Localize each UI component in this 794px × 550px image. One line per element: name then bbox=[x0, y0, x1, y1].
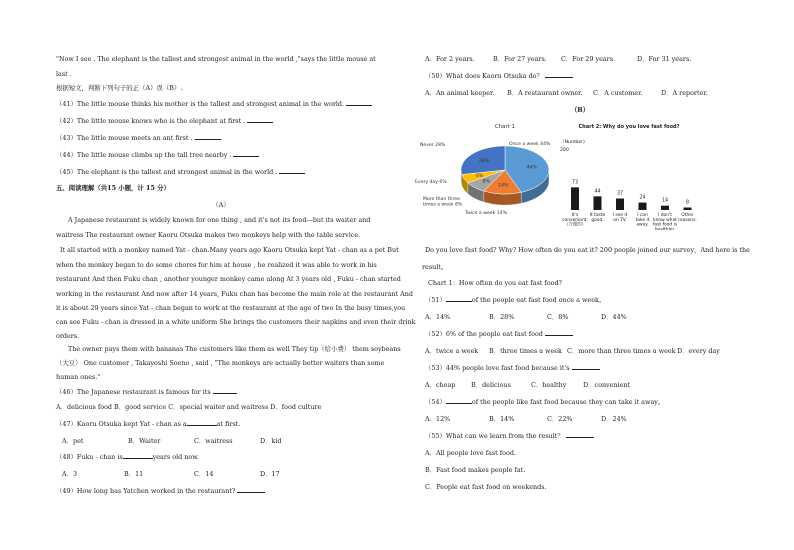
chart-2-bar bbox=[557, 118, 722, 230]
question-55-option-a: A．All people love fast food. bbox=[425, 449, 516, 457]
bar-category-label: I see it on TV. bbox=[612, 213, 628, 223]
option-c: C．For 29 years. bbox=[561, 55, 616, 63]
bar-category-label: It taste good. bbox=[589, 213, 606, 223]
question-52: （52）6% of the people eat fast food bbox=[425, 330, 573, 338]
option-a: A．14% bbox=[425, 313, 451, 321]
option-d: D．kid bbox=[260, 437, 282, 445]
section-5-heading: 五、阅读理解（共15 小题，计 15 分） bbox=[56, 184, 170, 192]
question-47: （47）Kaoru Otsuka kept Yat - chan as a at first. bbox=[56, 420, 241, 428]
question-46: （46）The Japanese restaurant is famous for its bbox=[56, 388, 237, 396]
option-c: C．waitress bbox=[194, 437, 233, 445]
pie-slice-label: 8% bbox=[482, 179, 490, 185]
question-51: （51） of the people eat fast food once a week。 bbox=[425, 296, 606, 304]
pie-callout: More than three times a week 8% bbox=[423, 197, 463, 208]
option-d: D．every day bbox=[677, 347, 720, 355]
option-a: A．12% bbox=[425, 415, 451, 423]
passage-line: when the monkey began to do some chores for him at house , he realized it was able to work in his bbox=[56, 261, 377, 269]
y-axis-label: （Number) bbox=[560, 140, 585, 145]
option-d: D．44% bbox=[601, 313, 627, 321]
pie-callout: Twice a week 14% bbox=[465, 211, 507, 216]
intro-line-1: Do you love fast food? Why? How often do you eat it? 200 people joined our survey，And here is the bbox=[425, 246, 750, 254]
chart-1-pie bbox=[412, 118, 574, 228]
pie-callout: Every day 6% bbox=[415, 180, 447, 185]
question-55-option-c: C．People eat fast food on weekends. bbox=[425, 483, 547, 491]
bar-category-label: It's convenient.（方便的） bbox=[562, 213, 588, 228]
passage-line: human ones." bbox=[56, 373, 101, 381]
option-d: D．For 31 years. bbox=[637, 55, 692, 63]
bar bbox=[684, 208, 692, 210]
chart-1-title: Chart 1 bbox=[494, 124, 516, 130]
question-55: （55）What can we learn from the result？ bbox=[425, 432, 594, 440]
y-axis-max-label: 200 bbox=[560, 148, 569, 153]
question-41: （41）The little mouse thinks his mother is the tallest and strongest animal in the world. bbox=[56, 100, 372, 108]
pie-slice-label: 14% bbox=[498, 183, 509, 189]
option-b: B．14% bbox=[489, 415, 515, 423]
option-b: B．A restaurant owner. bbox=[507, 89, 583, 97]
option-b: B．For 27 years. bbox=[493, 55, 547, 63]
question-43: （43）The little mouse meets an ant first . bbox=[56, 134, 221, 142]
question-42: （42）The little mouse knows who is the elephant at first . bbox=[56, 117, 273, 125]
quote-line-1: "Now I see . The elephant is the tallest and strongest animal in the world ,"says the little mouse at bbox=[56, 55, 376, 63]
option-a: A．cheap bbox=[425, 381, 456, 389]
bar-category-label: I can take it away. bbox=[635, 213, 650, 228]
passage-a-label: （A） bbox=[212, 201, 230, 209]
pie-slice-label: 28% bbox=[478, 159, 490, 165]
tf-instruction: 根据短文，判断下列句子的正（A）误（B）. bbox=[56, 84, 183, 92]
passage-b-label: （B） bbox=[570, 106, 590, 114]
bar bbox=[616, 199, 624, 210]
question-45: （45）The elephant is the tallest and strongest animal in the world . bbox=[56, 168, 305, 176]
passage-line: waitress The restaurant owner Kaoru Otsuka makes two monkeys help with the table service. bbox=[56, 231, 361, 239]
question-55-option-b: B．Fast food makes people fat. bbox=[425, 466, 526, 474]
passage-line: （大豆） One customer , Takayoshi Soeno , said , "The monkeys are actually better waiters than some bbox=[56, 359, 385, 367]
passage-line: orders. bbox=[56, 332, 80, 340]
pie-slice-label: 44% bbox=[526, 165, 537, 171]
chart-1-caption: Chart 1：How often do you eat fast food? bbox=[428, 279, 562, 287]
bar-value-label: 24 bbox=[639, 195, 646, 201]
question-53: （53）44% people love fast food because it's bbox=[425, 364, 600, 372]
intro-line-2: result。 bbox=[422, 263, 448, 271]
option-a: A．An animal keeper. bbox=[425, 89, 495, 97]
option-c: C．22% bbox=[547, 415, 573, 423]
bar-value-label: 73 bbox=[571, 180, 579, 186]
bar bbox=[594, 196, 602, 210]
chart-2-title: Chart 2: Why do you love fast food? bbox=[578, 124, 680, 130]
option-b: B．delicious bbox=[471, 381, 511, 389]
quote-line-2: last . bbox=[56, 70, 72, 78]
option-d: D．24% bbox=[601, 415, 627, 423]
pie-callout: Once a week 44% bbox=[509, 142, 551, 147]
passage-line: The owner pays them with bananas The customers like them as well They tip（给小费） them soybeans bbox=[68, 345, 401, 353]
option-a: A．For 2 years. bbox=[425, 55, 475, 63]
option-b: B．28% bbox=[489, 313, 515, 321]
bar-value-label: 44 bbox=[594, 189, 601, 195]
question-44: （44）The little mouse climbs up the tall tree nearby . bbox=[56, 151, 259, 159]
pie-callout: Never 28% bbox=[420, 143, 446, 148]
option-c: C．more than three times a week bbox=[567, 347, 676, 355]
pie-slice-label: 6% bbox=[475, 173, 484, 179]
question-50: （50）What does Kaoru Otsuka do？ bbox=[425, 72, 573, 80]
option-b: B．three times a week bbox=[489, 347, 562, 355]
passage-line: can see Fuku - chan is dressed in a white uniform She brings the customers their napkins and even their drink bbox=[56, 318, 416, 326]
question-48: （48）Fuku - chan is years old now. bbox=[56, 453, 199, 461]
bar-category-label: Other reasons. bbox=[678, 213, 697, 223]
bar bbox=[571, 187, 579, 210]
option-b: B．11 bbox=[124, 470, 144, 478]
option-b: B．Waiter bbox=[128, 437, 161, 445]
bar-category-label: I don't know what fast food is healthier. bbox=[652, 213, 678, 230]
bar-value-label: 8 bbox=[685, 200, 690, 206]
passage-line: working in the restaurant And now after 14 years, Fuku chan has become the main role at the restaurant And bbox=[56, 290, 413, 298]
bar bbox=[639, 203, 647, 210]
passage-line: A Japanese restaurant is widely known for one thing , and it's not its food—but its waiter and bbox=[68, 216, 371, 224]
bar bbox=[661, 206, 669, 210]
option-a: A．pet bbox=[62, 437, 84, 445]
option-c: C．14 bbox=[194, 470, 214, 478]
option-a: A．3 bbox=[62, 470, 78, 478]
option-d: D．17 bbox=[260, 470, 280, 478]
option-c: C．healthy bbox=[531, 381, 567, 389]
bar-value-label: 14 bbox=[661, 198, 669, 204]
option-d: D．A reporter. bbox=[661, 89, 708, 97]
passage-line: It all started with a monkey named Yat - chan.Many years ago Kaoru Otsuka kept Yat - chan as a pet But bbox=[60, 246, 399, 254]
option-d: D．convenient bbox=[583, 381, 631, 389]
option-c: C．8% bbox=[547, 313, 569, 321]
option-c: C．A customer. bbox=[593, 89, 643, 97]
passage-line: it is about 29 years since Yat - chan began to work at the restaurant at the age of two In the busy times,you bbox=[56, 304, 406, 312]
passage-line: restaurant And then Fuku chan , another younger monkey came along At 3 years old , Fuku - chan started bbox=[56, 275, 401, 283]
bar-value-label: 37 bbox=[616, 191, 624, 197]
question-46-options: A．delicious food B．good service C．special waiter and waitress D．food culture bbox=[56, 403, 322, 411]
question-49: （49）How long has Yatchen worked in the restaurant? bbox=[56, 487, 265, 495]
question-54: （54） of the people like fast food because they can take it away。 bbox=[425, 398, 665, 406]
option-a: A．twice a week bbox=[425, 347, 479, 355]
